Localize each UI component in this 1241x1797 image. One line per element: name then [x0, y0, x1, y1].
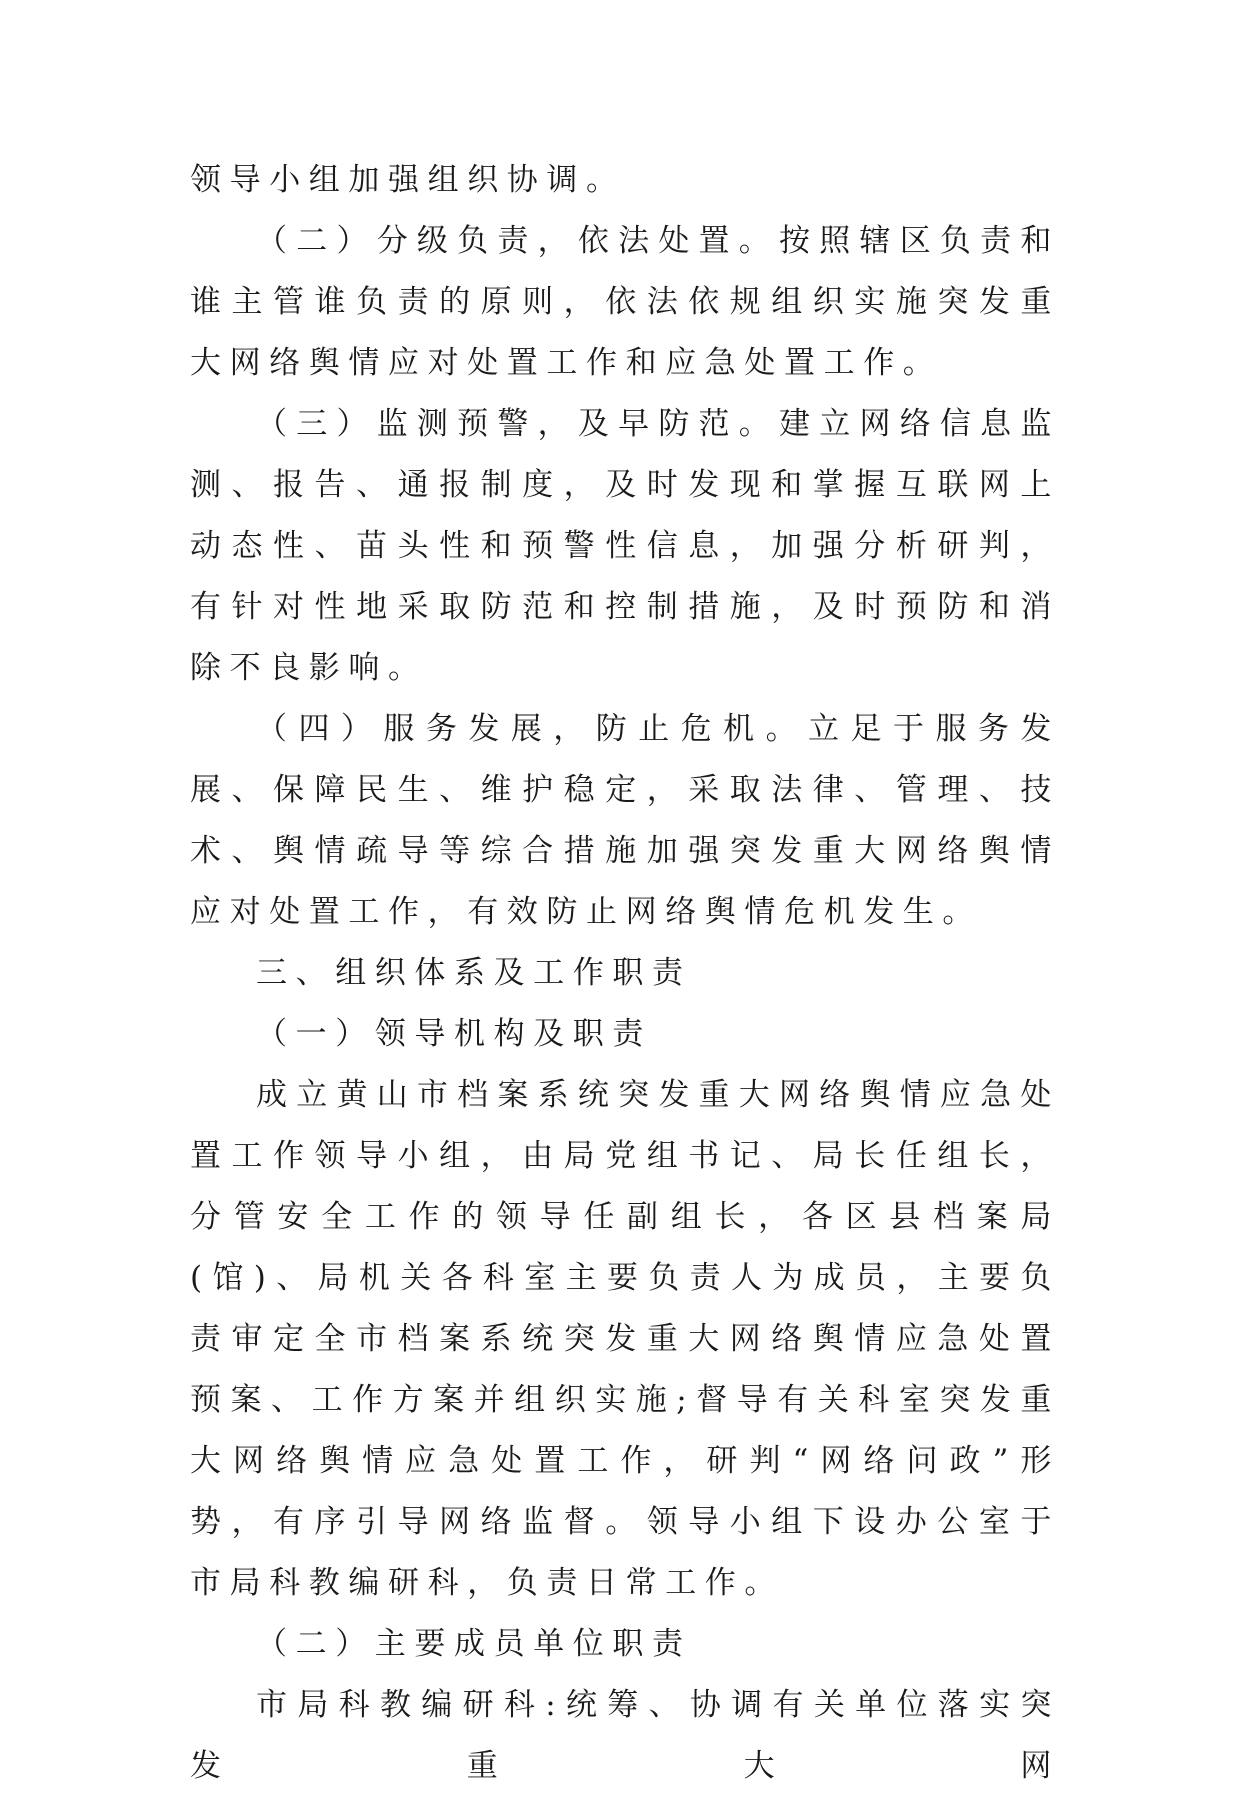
subheading-member-units: （二）主要成员单位职责 [256, 1626, 692, 1662]
section-heading-3: 三、组织体系及工作职责 [256, 955, 692, 991]
subheading-leadership: （一）领导机构及职责 [256, 1016, 652, 1052]
paragraph-leadership: 成立黄山市档案系统突发重大网络舆情应急处置工作领导小组，由局党组书记、局长任组长，分管安全工作的领导任副组长，各区县档案局(馆)、局机关各科室主要负责人为成员，主要负责审定全市档案系统突发重大网络舆情应急处置预案、工作方案并组织实施;督导有关科室突发重大网络舆情应急处置工作，研判“网络问政”形势，有序引导网络监督。领导小组下设办公室于市局科教编研科，负责日常工作。 [190, 1077, 1060, 1601]
paragraph-principle-2: （二）分级负责，依法处置。按照辖区负责和谁主管谁负责的原则，依法依规组织实施突发重大网络舆情应对处置工作和应急处置工作。 [190, 223, 1060, 381]
paragraph-member-units: 市局科教编研科:统筹、协调有关单位落实突发重大网 [190, 1687, 1060, 1784]
paragraph-principle-3: （三）监测预警，及早防范。建立网络信息监测、报告、通报制度，及时发现和掌握互联网上动态性、苗头性和预警性信息，加强分析研判，有针对性地采取防范和控制措施，及时预防和消除不良影响。 [190, 406, 1060, 686]
paragraph-continuation: 领导小组加强组织协调。 [190, 162, 626, 198]
document-body [190, 150, 1060, 1797]
paragraph-principle-4: （四）服务发展，防止危机。立足于服务发展、保障民生、维护稳定，采取法律、管理、技术、舆情疏导等综合措施加强突发重大网络舆情应对处置工作，有效防止网络舆情危机发生。 [190, 711, 1060, 930]
